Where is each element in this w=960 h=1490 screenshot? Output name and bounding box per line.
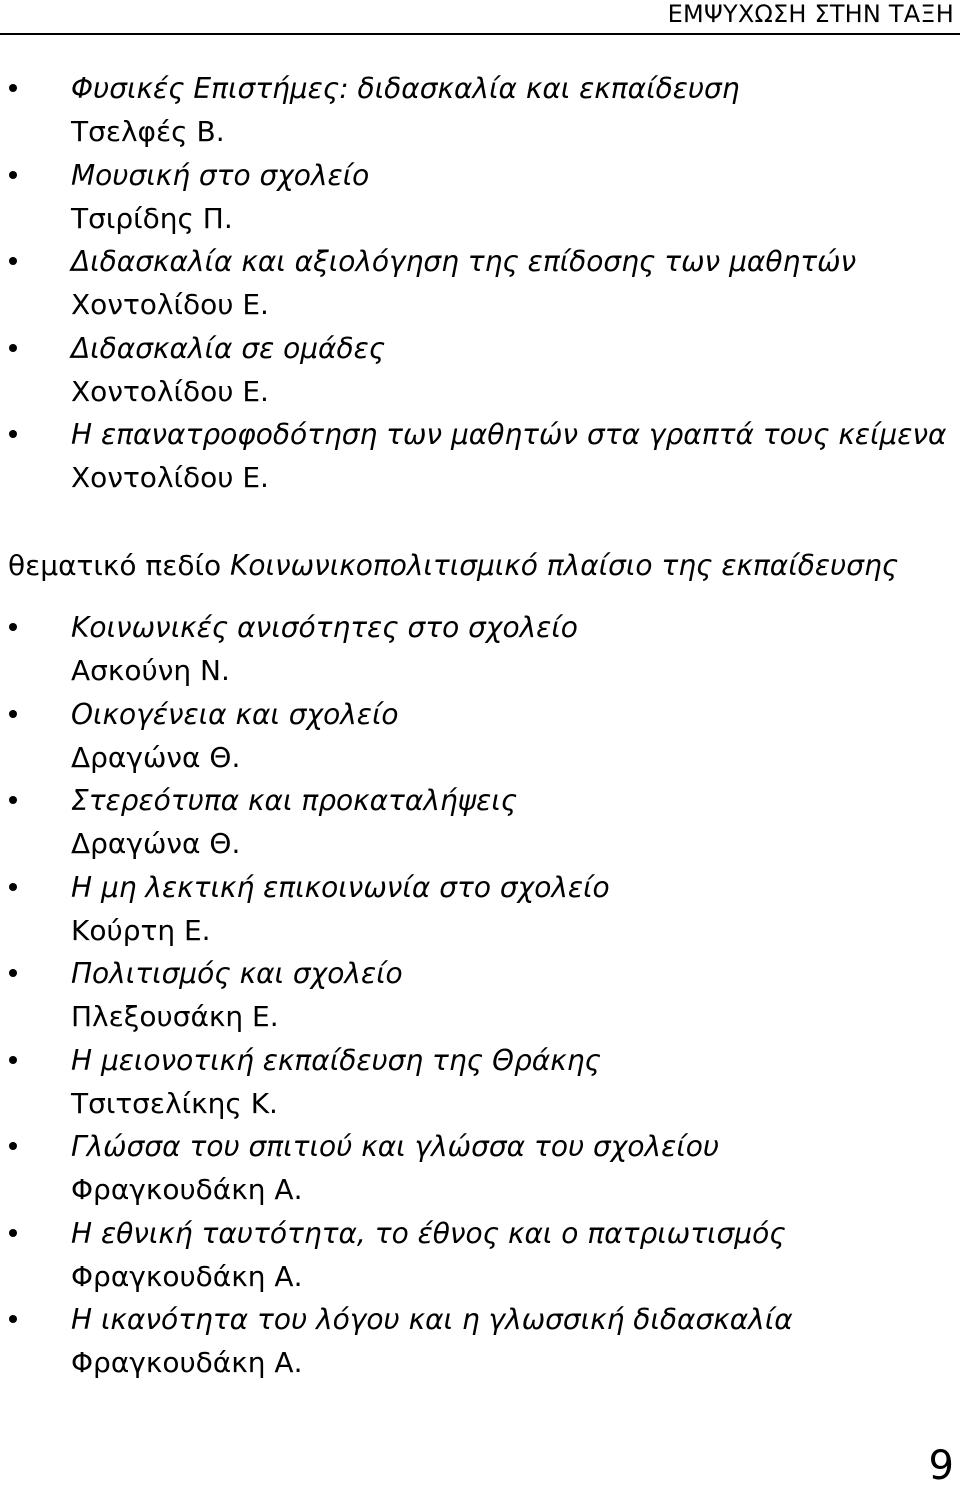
bullet-icon	[9, 344, 17, 352]
list-item	[0, 413, 960, 500]
entry-author: Χοντολίδου Ε.	[71, 461, 269, 494]
entry-title: Γλώσσα του σπιτιού και γλώσσα του σχολείου	[71, 1130, 720, 1163]
bullet-icon	[9, 1229, 17, 1237]
entry-title: Κοινωνικές ανισότητες στο σχολείο	[71, 611, 578, 644]
section-heading	[8, 544, 898, 587]
list-item	[0, 1039, 960, 1126]
bullet-icon	[9, 710, 17, 718]
page-number: 9	[928, 1443, 954, 1489]
entry-title: Φυσικές Επιστήμες: διδασκαλία και εκπαίδευση	[71, 72, 740, 105]
entry-author: Φραγκουδάκη Α.	[71, 1173, 303, 1206]
entry-author: Πλεξουσάκη Ε.	[71, 1000, 279, 1033]
entry-author: Χοντολίδου Ε.	[71, 374, 269, 408]
entry-author: Δραγώνα Θ.	[71, 740, 241, 774]
entry-author: Δραγώνα Θ.	[71, 827, 241, 860]
list-item	[0, 606, 960, 693]
entry-author: Ασκούνη Ν.	[71, 654, 230, 687]
entry-author: Χοντολίδου Ε.	[71, 288, 269, 321]
section-prefix: θεματικό πεδίο	[8, 549, 231, 582]
entry-title: Διδασκαλία και αξιολόγηση της επίδοσης των μαθητών	[71, 245, 857, 278]
entry-author: Κούρτη Ε.	[71, 913, 211, 947]
bullet-icon	[9, 84, 17, 92]
bullet-icon	[9, 430, 17, 438]
bibliography-list-first	[0, 67, 960, 500]
bullet-icon	[9, 623, 17, 631]
list-item	[0, 1125, 960, 1212]
bullet-icon	[9, 257, 17, 265]
list-item	[0, 952, 960, 1039]
running-header: ΕΜΨΥΧΩΣΗ ΣΤΗΝ ΤΑΞΗ	[667, 0, 954, 28]
entry-author: Τσιτσελίκης Κ.	[71, 1086, 278, 1120]
entry-author: Φραγκουδάκη Α.	[71, 1259, 303, 1293]
entry-title: Διδασκαλία σε ομάδες	[71, 331, 386, 365]
list-item	[0, 154, 960, 241]
header-rule	[0, 33, 960, 35]
entry-title: Η μειονοτική εκπαίδευση της Θράκης	[71, 1043, 601, 1077]
bibliography-list-second	[0, 606, 960, 1385]
entry-title: Η εθνική ταυτότητα, το έθνος και ο πατριωτισμός	[71, 1216, 786, 1250]
list-item	[0, 779, 960, 866]
bullet-icon	[9, 796, 17, 804]
bullet-icon	[9, 1056, 17, 1064]
bullet-icon	[9, 883, 17, 891]
entry-author: Φραγκουδάκη Α.	[71, 1346, 303, 1379]
section-topic: Κοινωνικοπολιτισμικό πλαίσιο της εκπαίδευσης	[230, 549, 899, 582]
entry-author: Τσελφές Β.	[71, 115, 225, 148]
entry-title: Οικογένεια και σχολείο	[71, 697, 399, 731]
list-item	[0, 67, 960, 154]
list-item	[0, 240, 960, 327]
bullet-icon	[9, 969, 17, 977]
entry-title: Η μη λεκτική επικοινωνία στο σχολείο	[71, 870, 610, 904]
entry-title: Μουσική στο σχολείο	[71, 158, 370, 192]
entry-author: Τσιρίδης Π.	[71, 201, 233, 235]
list-item	[0, 1212, 960, 1299]
entry-title: Στερεότυπα και προκαταλήψεις	[71, 784, 518, 817]
bullet-icon	[9, 171, 17, 179]
list-item	[0, 327, 960, 414]
list-item	[0, 693, 960, 780]
bullet-icon	[9, 1315, 17, 1323]
entry-title: Η επανατροφοδότηση των μαθητών στα γραπτά τους κείμενα	[71, 418, 947, 451]
bullet-icon	[9, 1142, 17, 1150]
list-item	[0, 866, 960, 953]
entry-title: Η ικανότητα του λόγου και η γλωσσική διδασκαλία	[71, 1303, 793, 1336]
list-item	[0, 1298, 960, 1385]
entry-title: Πολιτισμός και σχολείο	[71, 957, 403, 990]
